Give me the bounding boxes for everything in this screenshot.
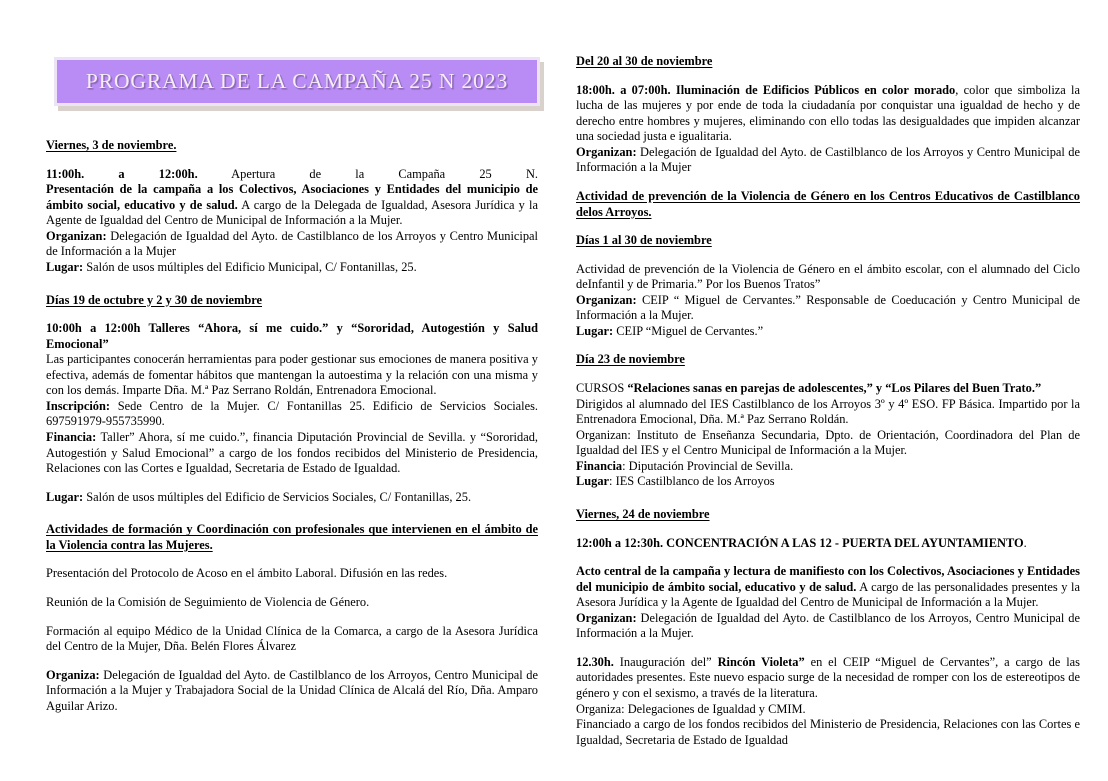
heading-actividad-prevencion: Actividad de prevención de la Violencia de Género en los Centros Educativos de Castilblanco delos Arroyos. xyxy=(576,188,1080,219)
heading-actividades-formacion: Actividades de formación y Coordinación con profesionales que intervienen en el ámbito de la Violencia contra las Mujeres. xyxy=(46,522,538,552)
section1-bold-lead: Presentación de la campaña a los Colectivos, Asociaciones y Entidades del municipio de ámbito social, educativo y de salud. xyxy=(46,182,538,212)
title-banner-box xyxy=(54,57,540,106)
right-section1-bold-lead: 18:00h. a 07:00h. Iluminación de Edificios Públicos en color morado xyxy=(576,82,956,97)
section1-body: A cargo de la Delegada de Igualdad, Asesora Jurídica y la Agente de Igualdad del Centro de Municipal de Información a la Mujer. xyxy=(46,197,539,228)
rincon-intro: Inauguración del” xyxy=(613,654,718,669)
title-banner xyxy=(54,57,540,106)
section2-inscripcion-text: Sede Centro de la Mujer. C/ Fontanillas 25. Edificio de Servicios Sociales. 697591979-955735990. xyxy=(46,398,538,429)
heading-del-20-al-30: Del 20 al 30 de noviembre xyxy=(576,54,713,68)
heading-dias-19-octubre: Días 19 de octubre y 2 y 30 de noviembre xyxy=(46,292,263,307)
section2-financia-paragraph xyxy=(46,430,538,477)
concentracion-text: 12:00h a 12:30h. CONCENTRACIÓN A LAS 12 - PUERTA DEL AYUNTAMIENTO xyxy=(576,535,1024,550)
section2-financia-text: Taller” Ahora, sí me cuido.”, financia Diputación Provincial de Sevilla. y “Sororidad, Autogestión y Salud Emocional” a cargo de los fondos recibidos del Ministerio de Presidencia, Relaciones con las Cortes e Igualdad, Secretaria de Estado de Igualdad. xyxy=(46,430,538,476)
right-section4-acto-paragraph xyxy=(576,564,1080,611)
spacer xyxy=(576,368,1080,381)
right-section5-organiza-line: Organiza: Delegaciones de Igualdad y CMIM. xyxy=(576,701,806,716)
spacer xyxy=(576,490,1080,507)
section3-item-2: Reunión de la Comisión de Seguimiento de Violencia de Género. xyxy=(46,594,370,609)
spacer xyxy=(46,655,538,668)
acto-bold: Acto central de la campaña y lectura de manifiesto con los Colectivos, Asociaciones y Entidades del municipio de ámbito social, educativo y de salud. xyxy=(576,564,1080,594)
right-section5-financiado-line: Financiado a cargo de los fondos recibidos del Ministerio de Presidencia, Relaciones con las Cortes e Igualdad, Secretaria de Estado de Igualdad xyxy=(576,717,1080,747)
section3-organiza-text: Delegación de Igualdad del Ayto. de Castilblanco de los Arroyos, Centro Municipal de Información a la Mujer y Trabajadora Social de la Unidad Clínica de Alcalá del Río, Dña. Amparo Aguilar Arizo. xyxy=(46,667,538,713)
rincon-time: 12.30h. xyxy=(576,654,614,669)
section3-organiza-paragraph xyxy=(46,668,538,715)
section2-inscripcion-label: Inscripción: xyxy=(46,398,111,413)
right-section2-lugar-paragraph xyxy=(576,324,1080,340)
section1-lugar-label: Lugar: xyxy=(46,259,84,274)
spacer xyxy=(576,70,1080,83)
right-section1-body: , color que simboliza la lucha de las mujeres y por ende de toda la ciudadanía por conquistar una igualdad de hecho y de derecho entre hombres y mujeres, eliminando con ello todas las desigualdades que impiden alcanzar una sociedad justa e igualitaria. xyxy=(576,82,1080,144)
right-section2-lugar-text: CEIP “Miguel de Cervantes.” xyxy=(613,323,764,338)
section1-organizan-paragraph xyxy=(46,229,538,260)
spacer xyxy=(46,505,538,522)
spacer xyxy=(576,642,1080,655)
subheading-dias-1-al-30: Días 1 al 30 de noviembre xyxy=(576,233,712,248)
spacer xyxy=(46,477,538,490)
right-section3-lugar-paragraph xyxy=(576,474,1080,490)
heading-dia-23-noviembre: Día 23 de noviembre xyxy=(576,352,685,367)
section3-item-1: Presentación del Protocolo de Acoso en el ámbito Laboral. Difusión en las redes. xyxy=(46,566,448,581)
right-section3-cursos-line xyxy=(576,381,1080,397)
section1-organizan-label: Organizan: xyxy=(46,228,107,243)
section1-time-rest: Apertura de la Campaña 25 N. xyxy=(197,166,538,181)
right-section3-financia-text: : Diputación Provincial de Sevilla. xyxy=(622,458,794,473)
right-section4-concentracion xyxy=(576,536,1080,552)
right-section1-paragraph xyxy=(576,83,1080,145)
section1-presentation-paragraph xyxy=(46,182,538,229)
spacer xyxy=(576,220,1080,233)
right-section4-organizan-label: Organizan: xyxy=(576,610,637,625)
right-section3-organizan-line: Organizan: Instituto de Enseñanza Secundaria, Dpto. de Orientación, Coordinadora del Plan de Igualdad del IES y el Centro Municipal de Información a la Mujer. xyxy=(576,427,1080,458)
spacer xyxy=(576,249,1080,262)
acto-body: A cargo de las personalidades presentes y la Asesora Jurídica y la Agente de Igualdad del Centro de Municipal de Información a la Mujer. xyxy=(576,579,1080,610)
cursos-prefix: CURSOS xyxy=(576,381,628,395)
left-column xyxy=(46,138,538,714)
section1-organizan-text: Delegación de Igualdad del Ayto. de Castilblanco de los Arroyos y Centro Municipal de Información a la Mujer xyxy=(46,228,538,259)
section3-item-3: Formación al equipo Médico de la Unidad Clínica de la Comarca, a cargo de la Asesora Jurídica del Centro de la Mujer, Dña. Belén Flores Álvarez xyxy=(46,623,538,654)
right-section3-body: Dirigidos al alumnado del IES Castilblanco de los Arroyos 3º y 4º ESO. FP Básica. Impartido por la Entrenadora Emocional, Dña. M.ª Paz Serrano Roldán. xyxy=(576,396,1080,427)
section2-body: Las participantes conocerán herramientas para poder gestionar sus emociones de manera positiva y efectiva, además de fomentar hábitos que mantengan la autoestima y la relación con una misma y con los demás. Imparte Dña. M.ª Paz Serrano Roldán, Entrenadora Emocional. xyxy=(46,352,538,398)
section2-inscripcion-paragraph xyxy=(46,399,538,430)
spacer xyxy=(46,582,538,595)
right-section2-organizan-text: CEIP “ Miguel de Cervantes.” Responsable de Coeducación y Centro Municipal de Información a la Mujer. xyxy=(576,292,1080,323)
right-section5-rincon-paragraph xyxy=(576,655,1080,702)
section2-financia-label: Financia: xyxy=(46,430,97,444)
right-column xyxy=(576,54,1080,748)
section2-lugar-text: Salón de usos múltiples del Edificio de Servicios Sociales, C/ Fontanillas, 25. xyxy=(83,489,472,504)
right-section2-lugar-label: Lugar: xyxy=(576,323,614,338)
rincon-violeta-bold: Rincón Violeta” xyxy=(717,654,805,669)
spacer xyxy=(46,553,538,566)
section1-lugar-text: Salón de usos múltiples del Edificio Municipal, C/ Fontanillas, 25. xyxy=(83,259,417,274)
page-title: PROGRAMA DE LA CAMPAÑA 25 N 2023 xyxy=(85,69,509,93)
right-section1-organizan-label: Organizan: xyxy=(576,144,637,159)
concentracion-tail: . xyxy=(1023,535,1027,550)
section2-title xyxy=(46,321,538,352)
right-section3-financia-paragraph xyxy=(576,459,1080,475)
right-section2-organizan-label: Organizan: xyxy=(576,292,637,307)
section3-organiza-label: Organiza: xyxy=(46,667,100,682)
section2-lugar-label: Lugar: xyxy=(46,489,84,504)
section1-time: 11:00h. a 12:00h. xyxy=(46,166,198,181)
rincon-body: en el CEIP “Miguel de Cervantes”, a cargo de las autoridades presentes. Este nuevo espacio surge de la necesidad de romper con los de estereotipos de género y con el sexismo, a través de la literatura. xyxy=(576,654,1081,700)
heading-viernes-3-noviembre: Viernes, 3 de noviembre. xyxy=(46,138,177,152)
right-section3-lugar-label: Lugar xyxy=(576,474,610,489)
section1-time-line xyxy=(46,167,538,183)
spacer xyxy=(576,551,1080,564)
section1-lugar-paragraph xyxy=(46,260,538,276)
spacer xyxy=(576,339,1080,352)
right-section3-financia-label: Financia xyxy=(576,458,623,473)
spacer xyxy=(46,308,538,321)
right-section4-organizan-text: Delegación de Igualdad del Ayto. de Castilblanco de los Arroyos, Centro Municipal de Información a la Mujer. xyxy=(576,610,1080,641)
spacer xyxy=(46,154,538,167)
section2-title-bold: 10:00h a 12:00h Talleres “Ahora, sí me cuido.” y “Sororidad, Autogestión y Salud Emocional” xyxy=(46,321,538,351)
right-section2-organizan-paragraph xyxy=(576,293,1080,324)
spacer xyxy=(576,176,1080,189)
right-section1-organizan-paragraph xyxy=(576,145,1080,176)
right-section2-body: Actividad de prevención de la Violencia de Género en el ámbito escolar, con el alumnado del Ciclo deInfantil y de Primaria.” Por los Buenos Tratos” xyxy=(576,261,1080,292)
right-section1-organizan-text: Delegación de Igualdad del Ayto. de Castilblanco de los Arroyos y Centro Municipal de Información a la Mujer xyxy=(576,144,1080,175)
section2-lugar-paragraph xyxy=(46,490,538,506)
spacer xyxy=(46,611,538,624)
right-section3-lugar-text: : IES Castilblanco de los Arroyos xyxy=(609,474,775,489)
spacer xyxy=(46,276,538,293)
cursos-bold: “Relaciones sanas en parejas de adolescentes,” y “Los Pilares del Buen Trato.” xyxy=(627,381,1042,395)
spacer xyxy=(576,523,1080,536)
right-section4-organizan-paragraph xyxy=(576,611,1080,642)
heading-viernes-24-noviembre: Viernes, 24 de noviembre xyxy=(576,506,710,521)
